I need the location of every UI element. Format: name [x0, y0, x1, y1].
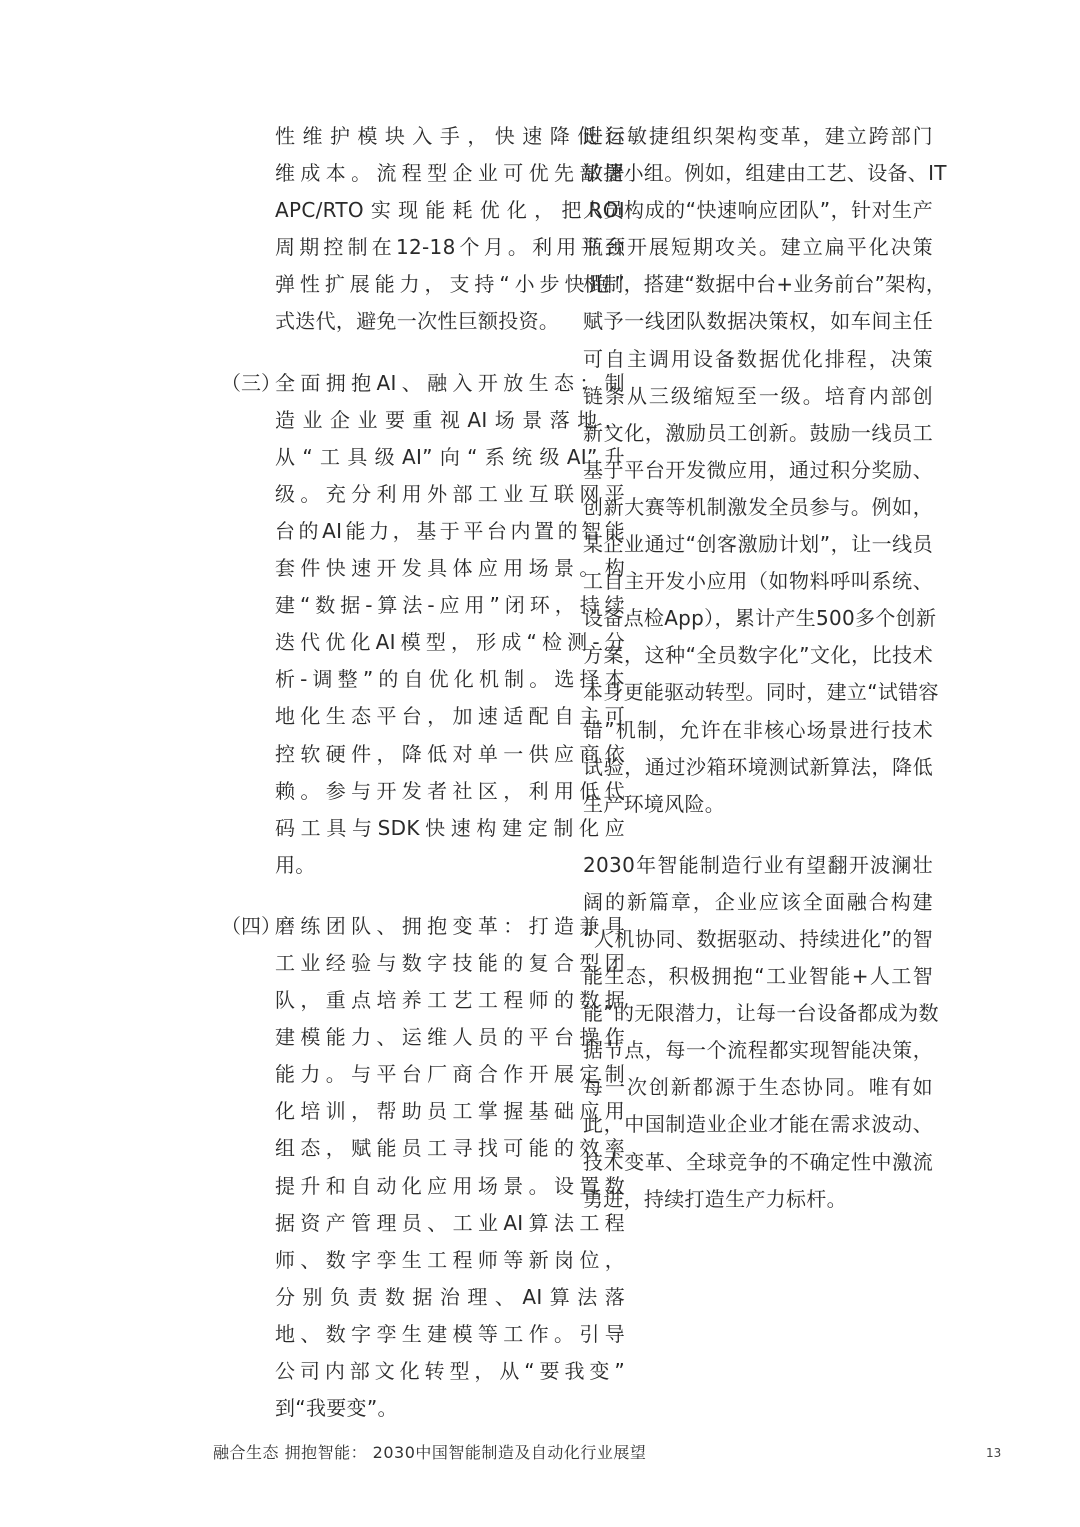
- text-line: 提升和自动化应用场景。设置数: [275, 1173, 625, 1198]
- text-line: 创新大赛等机制激发全员参与。例如，: [583, 494, 933, 519]
- text-line: 性维护模块入手，快速降低运: [275, 124, 625, 148]
- text-line: 析-调整”的自优化机制。选择本: [275, 667, 625, 692]
- text-line: 能力。与平台厂商合作开展定制: [275, 1062, 625, 1087]
- list-item-4-text: [275, 908, 625, 1427]
- text-line: 2030年智能制造行业有望翻开波澜壮: [583, 852, 933, 877]
- text-line: 错”机制，允许在非核心场景进行技术: [583, 717, 933, 742]
- text-line: 某企业通过“创客激励计划”，让一线员: [583, 532, 933, 557]
- text-line: 工业经验与数字技能的复合型团: [275, 950, 625, 975]
- text-line: 弹性扩展能力，支持“小步快跑”: [275, 272, 625, 297]
- text-line: 化培训，帮助员工掌握基础应用: [275, 1099, 625, 1124]
- text-line: 磨练团队、拥抱变革：打造兼具: [275, 913, 625, 938]
- text-line: 套件快速开发具体应用场景。构: [275, 556, 625, 581]
- organization-paragraph: [583, 118, 947, 823]
- text-line: 设备点检App），累计产生500多个创新: [583, 606, 937, 631]
- text-line: 建模能力、运维人员的平台操作: [275, 1025, 625, 1050]
- list-item-3-text: [275, 365, 625, 884]
- text-line: 码工具与SDK快速构建定制化应: [275, 815, 625, 840]
- text-line: 进行敏捷组织架构变革，建立跨部门: [583, 124, 933, 148]
- text-line: 敏捷小组。例如，组建由工艺、设备、IT: [583, 161, 947, 186]
- text-line: 本身更能驱动转型。同时，建立“试错容: [583, 680, 939, 705]
- text-line: 用。: [275, 852, 316, 877]
- text-line: 新文化，激励员工创新。鼓励一线员工: [583, 420, 933, 445]
- text-line: 师、数字孪生工程师等新岗位，: [275, 1247, 625, 1272]
- text-line: 方案，这种“全员数字化”文化，比技术: [583, 643, 933, 668]
- text-line: 阔的新篇章，企业应该全面融合构建: [583, 889, 933, 914]
- text-line: 每一次创新都源于生态协同。唯有如: [583, 1075, 933, 1100]
- text-line: 控软硬件，降低对单一供应商依: [275, 741, 625, 766]
- text-line: 据资产管理员、工业AI算法工程: [275, 1210, 625, 1235]
- list-item-number: （三）: [221, 370, 281, 395]
- text-line: 人员构成的“快速响应团队”，针对生产: [583, 198, 933, 223]
- text-line: 级。充分利用外部工业互联网平: [275, 481, 625, 506]
- text-line: 到“我要变”。: [275, 1396, 398, 1421]
- text-line: 周期控制在12-18个月。利用平台: [275, 235, 625, 260]
- list-item-number: （四）: [221, 913, 281, 938]
- page-footer: [0, 1438, 1080, 1468]
- text-line: 此，中国制造业企业才能在需求波动、: [583, 1112, 933, 1137]
- text-line: 生产环境风险。: [583, 791, 726, 816]
- left-column: [221, 118, 625, 1427]
- text-line: 造业企业要重视AI场景落地，: [275, 407, 625, 432]
- text-line: 地、数字孪生建模等工作。引导: [275, 1321, 625, 1346]
- text-line: 组态，赋能员工寻找可能的效率: [275, 1136, 625, 1161]
- page-number: 13: [986, 1446, 1002, 1460]
- text-line: 式迭代，避免一次性巨额投资。: [275, 309, 560, 334]
- text-line: 从“工具级AI”向“系统级AI”升: [275, 444, 625, 469]
- text-line: 机制，搭建“数据中台+业务前台”架构，: [583, 272, 947, 297]
- text-line: 赋予一线团队数据决策权，如车间主任: [583, 309, 933, 334]
- list-item-3: [221, 365, 625, 884]
- text-line: 地化生态平台，加速适配自主可: [275, 704, 625, 729]
- text-line: 能生态，积极拥抱“工业智能+人工智: [583, 964, 933, 989]
- text-line: 全面拥抱AI、融入开放生态：制: [275, 370, 625, 395]
- text-line: 据节点，每一个流程都实现智能决策，: [583, 1038, 933, 1063]
- footer-title: 融合生态 拥抱智能： 2030中国智能制造及自动化行业展望: [213, 1443, 647, 1462]
- text-line: 试验，通过沙箱环境测试新算法，降低: [583, 754, 933, 779]
- right-column: [583, 118, 947, 1218]
- intro-paragraph: [275, 118, 625, 341]
- list-item-4: [221, 908, 625, 1427]
- text-line: 维成本。流程型企业可优先部署: [275, 161, 625, 186]
- text-line: 分别负责数据治理、AI算法落: [275, 1284, 625, 1309]
- text-line: 赖。参与开发者社区，利用低代: [275, 778, 625, 803]
- text-line: 能”的无限潜力，让每一台设备都成为数: [583, 1001, 939, 1026]
- text-line: 基于平台开发微应用，通过积分奖励、: [583, 457, 933, 482]
- text-line: 队，重点培养工艺工程师的数据: [275, 988, 625, 1013]
- text-line: 可自主调用设备数据优化排程，决策: [583, 346, 933, 371]
- text-line: APC/RTO实现能耗优化，把ROI: [275, 198, 625, 223]
- text-line: 迭代优化AI模型，形成“检测-分: [275, 630, 625, 655]
- text-line: 建“数据-算法-应用”闭环，持续: [275, 593, 625, 618]
- text-line: 工自主开发小应用（如物料呼叫系统、: [583, 569, 933, 594]
- text-line: 技术变革、全球竞争的不确定性中激流: [583, 1149, 933, 1174]
- text-line: 公司内部文化转型，从“要我变”: [275, 1359, 625, 1383]
- text-line: 链条从三级缩短至一级。培育内部创: [583, 383, 933, 408]
- text-line: 勇进，持续打造生产力标杆。: [583, 1186, 847, 1211]
- conclusion-paragraph: [583, 847, 939, 1218]
- text-line: “人机协同、数据驱动、持续进化”的智: [583, 926, 933, 951]
- text-line: 瓶颈开展短期攻关。建立扁平化决策: [583, 235, 933, 260]
- text-line: 台的AI能力，基于平台内置的智能: [275, 518, 625, 543]
